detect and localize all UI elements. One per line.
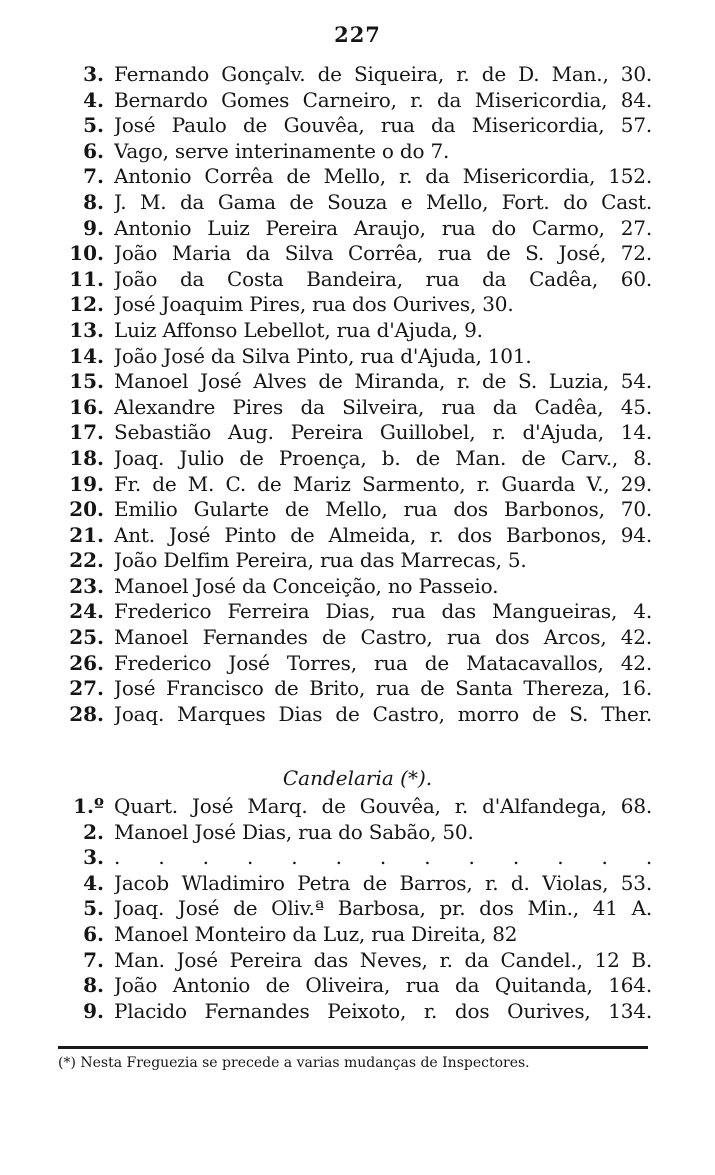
entry-number: 18. xyxy=(69,445,104,470)
entry-text: J. M. da Gama de Souza e Mello, Fort. do Cast. xyxy=(114,189,652,214)
list-item xyxy=(52,922,652,948)
entry-number: 17. xyxy=(69,420,104,445)
entry-number: 10. xyxy=(69,241,104,266)
entry-text: Man. José Pereira das Neves, r. da Candel., 12 B. xyxy=(114,947,652,972)
entry-text: Joaq. Marques Dias de Castro, morro de S. Ther. xyxy=(114,701,652,726)
entry-number: 6. xyxy=(83,138,104,163)
entry-text: Placido Fernandes Peixoto, r. dos Ourives, 134. xyxy=(114,998,652,1023)
entry-number: 4. xyxy=(83,87,104,112)
inspector-list-main xyxy=(52,62,652,727)
entry-number: 7. xyxy=(83,164,104,189)
entry-number: 11. xyxy=(69,266,104,291)
entry-text: Antonio Corrêa de Mello, r. da Misericordia, 152. xyxy=(114,164,652,189)
list-item xyxy=(52,344,652,370)
list-item xyxy=(52,625,652,651)
list-item xyxy=(52,523,652,549)
entry-text: Joaq. José de Oliv.ª Barbosa, pr. dos Min., 41 A. xyxy=(114,896,652,921)
entry-text: Joaq. Julio de Proença, b. de Man. de Carv., 8. xyxy=(114,445,652,470)
entry-number: 23. xyxy=(69,573,104,598)
list-item xyxy=(52,948,652,974)
entry-text: José Joaquim Pires, rua dos Ourives, 30. xyxy=(114,292,514,317)
list-item xyxy=(52,88,652,114)
entry-text: João Maria da Silva Corrêa, rua de S. José, 72. xyxy=(114,241,652,266)
entry-number: 7. xyxy=(83,947,104,972)
footnote: (*) Nesta Freguezia se precede a varias mudanças de Inspectores. xyxy=(58,1055,530,1071)
list-item xyxy=(52,574,652,600)
list-item xyxy=(52,164,652,190)
entry-number: 9. xyxy=(83,215,104,240)
list-item xyxy=(52,676,652,702)
entry-text: Emilio Gularte de Mello, rua dos Barbonos, 70. xyxy=(114,497,652,522)
entry-number: 19. xyxy=(69,471,104,496)
entry-number: 8. xyxy=(83,973,104,998)
entry-text: Frederico Ferreira Dias, rua das Mangueiras, 4. xyxy=(114,599,652,624)
list-item xyxy=(52,216,652,242)
page-number: 227 xyxy=(334,22,381,47)
entry-text: Fernando Gonçalv. de Siqueira, r. de D. Man., 30. xyxy=(114,62,652,86)
entry-text: João Antonio de Oliveira, rua da Quitanda, 164. xyxy=(114,973,652,998)
entry-text: Sebastião Aug. Pereira Guillobel, r. d'Ajuda, 14. xyxy=(114,420,652,445)
list-item xyxy=(52,651,652,677)
entry-text: José Paulo de Gouvêa, rua da Misericordia, 57. xyxy=(114,113,652,138)
entry-number: 9. xyxy=(83,998,104,1023)
entry-text: João da Costa Bandeira, rua da Cadêa, 60. xyxy=(114,266,652,291)
entry-text: Fr. de M. C. de Mariz Sarmento, r. Guarda V., 29. xyxy=(114,471,652,496)
list-item xyxy=(52,446,652,472)
entry-text: Manoel José Alves de Miranda, r. de S. Luzia, 54. xyxy=(114,369,652,394)
list-item xyxy=(52,292,652,318)
entry-number: 6. xyxy=(83,921,104,946)
list-item xyxy=(52,973,652,999)
entry-text: Quart. José Marq. de Gouvêa, r. d'Alfandega, 68. xyxy=(114,794,652,818)
list-item xyxy=(52,497,652,523)
entry-text: Antonio Luiz Pereira Araujo, rua do Carmo, 27. xyxy=(114,215,652,240)
entry-number: 5. xyxy=(83,896,104,921)
entry-text: José Francisco de Brito, rua de Santa Thereza, 16. xyxy=(114,676,652,701)
entry-number: 26. xyxy=(69,650,104,675)
entry-number: 8. xyxy=(83,189,104,214)
entry-number: 22. xyxy=(69,548,104,573)
entry-number: 14. xyxy=(69,343,104,368)
entry-number: 24. xyxy=(69,599,104,624)
list-item xyxy=(52,896,652,922)
list-item xyxy=(52,241,652,267)
entry-number: 21. xyxy=(69,522,104,547)
list-item xyxy=(52,845,652,871)
entry-number: 5. xyxy=(83,113,104,138)
list-item xyxy=(52,395,652,421)
list-item xyxy=(52,871,652,897)
list-item xyxy=(52,267,652,293)
list-item xyxy=(52,702,652,728)
entry-text: Frederico José Torres, rua de Matacavallos, 42. xyxy=(114,650,652,675)
entry-number: 16. xyxy=(69,394,104,419)
entry-text: Vago, serve interinamente o do 7. xyxy=(114,138,450,163)
entry-text: João José da Silva Pinto, rua d'Ajuda, 101. xyxy=(114,343,532,368)
entry-text: Manoel Monteiro da Luz, rua Direita, 82 xyxy=(114,921,518,946)
list-item xyxy=(52,548,652,574)
list-item xyxy=(52,62,652,88)
list-item xyxy=(52,113,652,139)
list-item xyxy=(52,999,652,1025)
list-item xyxy=(52,190,652,216)
entry-number: 25. xyxy=(69,625,104,650)
entry-number: 12. xyxy=(69,292,104,317)
entry-text: Manoel José da Conceição, no Passeio. xyxy=(114,573,499,598)
list-item xyxy=(52,420,652,446)
entry-text: Jacob Wladimiro Petra de Barros, r. d. Violas, 53. xyxy=(114,870,652,895)
entry-text: Alexandre Pires da Silveira, rua da Cadêa, 45. xyxy=(114,394,652,419)
entry-number: 15. xyxy=(69,369,104,394)
entry-text: Luiz Affonso Lebellot, rua d'Ajuda, 9. xyxy=(114,317,483,342)
entry-text: Ant. José Pinto de Almeida, r. dos Barbonos, 94. xyxy=(114,522,652,547)
list-item xyxy=(52,369,652,395)
entry-number: 3. xyxy=(83,62,104,86)
list-item xyxy=(52,139,652,165)
entry-number: 1.º xyxy=(73,794,104,818)
list-item xyxy=(52,318,652,344)
list-item xyxy=(52,794,652,820)
entry-number: 4. xyxy=(83,870,104,895)
entry-number: 20. xyxy=(69,497,104,522)
list-item xyxy=(52,472,652,498)
entry-text: João Delfim Pereira, rua das Marrecas, 5. xyxy=(114,548,527,573)
entry-text: Bernardo Gomes Carneiro, r. da Misericordia, 84. xyxy=(114,87,652,112)
section-heading-candelaria: Candelaria (*). xyxy=(282,766,433,790)
entry-number: 13. xyxy=(69,317,104,342)
inspector-list-candelaria xyxy=(52,794,652,1024)
entry-number: 28. xyxy=(69,701,104,726)
list-item xyxy=(52,820,652,846)
entry-text: Manoel Fernandes de Castro, rua dos Arcos, 42. xyxy=(114,625,652,650)
list-item xyxy=(52,599,652,625)
entry-number: 2. xyxy=(83,819,104,844)
entry-text: . . . . . . . . . . . . . xyxy=(114,845,652,870)
entry-text: Manoel José Dias, rua do Sabão, 50. xyxy=(114,819,474,844)
entry-number: 3. xyxy=(83,845,104,870)
entry-number: 27. xyxy=(69,676,104,701)
footnote-divider xyxy=(58,1046,648,1049)
